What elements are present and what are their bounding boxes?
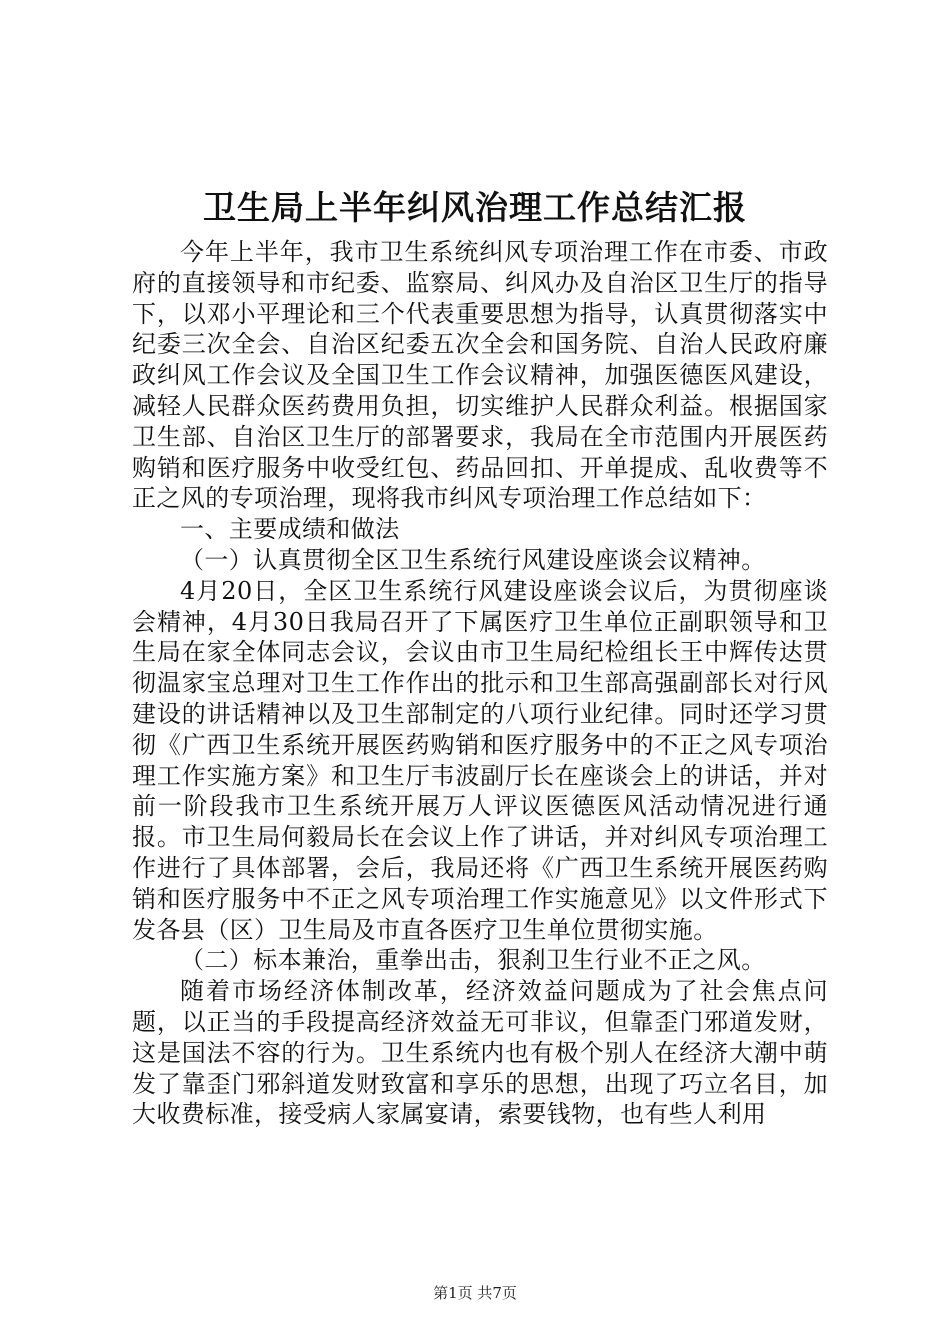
subsection-heading-1: （一）认真贯彻全区卫生系统行风建设座谈会议精神。 [180,545,766,574]
document-body [132,237,828,1130]
section-heading-main-achievements: 一、主要成绩和做法 [180,515,400,544]
page-number-footer: 第1页 共7页 [433,1284,517,1302]
body-paragraph-2: 随着市场经济体制改革，经济效益问题成为了社会焦点问题，以正当的手段提高经济效益无可非议，但靠歪门邪道发财，这是国法不容的行为。卫生系统内也有极个别人在经济大潮中萌发了靠歪门邪斜道发财致富和享乐的思想，出现了巧立名目，加大收费标准，接受病人家属宴请，索要钱物，也有些人利用 [132,977,828,1129]
body-paragraph-1: 4月20日，全区卫生系统行风建设座谈会议后，为贯彻座谈会精神，4月30日我局召开了下属医疗卫生单位正副职领导和卫生局在家全体同志会议，会议由市卫生局纪检组长王中辉传达贯彻温家宝总理对卫生工作作出的批示和卫生部高强副部长对行风建设的讲话精神以及卫生部制定的八项行业纪律。同时还学习贯彻《广西卫生系统开展医药购销和医疗服务中的不正之风专项治理工作实施方案》和卫生厅韦波副厅长在座谈会上的讲话，并对前一阶段我市卫生系统开展万人评议医德医风活动情况进行通报。市卫生局何毅局长在会议上作了讲话，并对纠风专项治理工作进行了具体部署，会后，我局还将《广西卫生系统开展医药购销和医疗服务中不正之风专项治理工作实施意见》以文件形式下发各县（区）卫生局及市直各医疗卫生单位贯彻实施。 [132,576,828,944]
document-title: 卫生局上半年纠风治理工作总结汇报 [203,188,747,227]
intro-paragraph: 今年上半年，我市卫生系统纠风专项治理工作在市委、市政府的直接领导和市纪委、监察局、纠风办及自治区卫生厅的指导下，以邓小平理论和三个代表重要思想为指导，认真贯彻落实中纪委三次全会、自治区纪委五次全会和国务院、自治人民政府廉政纠风工作会议及全国卫生工作会议精神，加强医德医风建设，减轻人民群众医药费用负担，切实维护人民群众利益。根据国家卫生部、自治区卫生厅的部署要求，我局在全市范围内开展医药购销和医疗服务中收受红包、药品回扣、开单提成、乱收费等不正之风的专项治理，现将我市纠风专项治理工作总结如下： [132,238,828,513]
subsection-heading-2: （二）标本兼治，重拳出击，狠刹卫生行业不正之风。 [180,946,766,975]
